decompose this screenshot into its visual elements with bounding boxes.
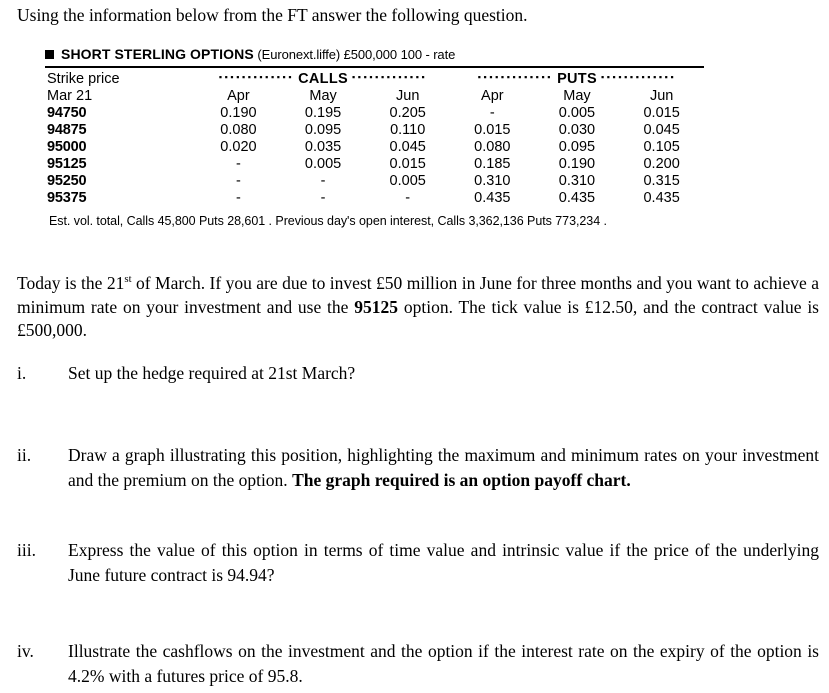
question-number: i. xyxy=(17,363,27,383)
cell-puts-may: 0.190 xyxy=(558,156,596,172)
column-header-puts-may: May xyxy=(563,88,591,104)
question-text: Illustrate the cashflows on the investment and the option if the interest rate on the expiry of the option is 4.2% with a futures price of 95.8. xyxy=(68,641,819,686)
cell-puts-apr: 0.185 xyxy=(474,156,511,172)
cell-puts-jun: 0.200 xyxy=(643,156,680,172)
cell-calls-apr: 0.190 xyxy=(220,105,257,121)
table-row xyxy=(45,173,704,190)
table-row xyxy=(45,190,704,207)
cell-puts-jun: 0.105 xyxy=(643,139,680,155)
question-text: Set up the hedge required at 21st March? xyxy=(68,363,356,383)
column-header-calls-jun: Jun xyxy=(396,88,420,104)
column-header-puts-jun: Jun xyxy=(649,88,674,104)
paragraph-part1: Today is the 21 xyxy=(17,273,125,293)
strike-value: 94750 xyxy=(47,105,87,121)
cell-calls-apr: - xyxy=(236,173,241,189)
cell-calls-jun: 0.045 xyxy=(389,139,426,155)
table-row xyxy=(45,139,704,156)
cell-puts-apr: - xyxy=(489,105,495,121)
cell-calls-apr: - xyxy=(236,190,241,206)
leader-dots-right-calls: ▪▪▪▪▪▪▪▪▪▪▪▪▪ xyxy=(352,72,428,82)
question-number: iii. xyxy=(17,540,36,560)
question-item-iv xyxy=(17,639,819,689)
strike-price-label: Strike price xyxy=(47,71,120,87)
cell-calls-apr: 0.020 xyxy=(220,139,257,155)
paragraph-part2: of March. If you are due to invest £50 million in June for three months and you want to achieve a minimum rate on your investment and use the xyxy=(17,273,819,317)
cell-calls-may: - xyxy=(320,190,326,206)
question-text-body: Draw a graph illustrating this position, highlighting the maximum and minimum rates on your investment and the premium on the option. xyxy=(68,445,819,490)
month-header-row xyxy=(45,88,704,105)
strike-value: 95000 xyxy=(47,139,87,155)
options-price-table xyxy=(45,71,704,207)
puts-label: PUTS xyxy=(557,71,597,87)
table-top-rule xyxy=(45,66,704,68)
puts-group-header xyxy=(450,71,704,88)
table-row xyxy=(45,156,704,173)
question-item-ii xyxy=(17,443,819,493)
question-number: ii. xyxy=(17,445,32,465)
leader-dots-left-puts: ▪▪▪▪▪▪▪▪▪▪▪▪▪ xyxy=(477,72,554,82)
question-item-iii xyxy=(17,538,819,588)
cell-calls-may: 0.195 xyxy=(304,105,342,121)
ordinal-superscript: st xyxy=(124,273,132,286)
question-text-emphasis: The graph required is an option payoff chart. xyxy=(292,470,631,490)
table-footnote: Est. vol. total, Calls 45,800 Puts 28,601 . Previous day's open interest, Calls 3,362,136 Puts 773,234 . xyxy=(49,214,607,228)
scenario-paragraph xyxy=(17,272,819,343)
cell-puts-may: 0.095 xyxy=(558,139,596,155)
cell-calls-jun: 0.205 xyxy=(389,105,426,121)
cell-puts-apr: 0.080 xyxy=(474,139,511,155)
leader-dots-right-puts: ▪▪▪▪▪▪▪▪▪▪▪▪▪ xyxy=(600,72,677,82)
cell-calls-jun: 0.110 xyxy=(390,122,426,138)
strike-value: 95375 xyxy=(47,190,87,206)
calls-label: CALLS xyxy=(298,71,348,87)
column-header-puts-apr: Apr xyxy=(481,88,504,104)
cell-puts-jun: 0.015 xyxy=(643,105,680,121)
cell-calls-jun: 0.005 xyxy=(389,173,426,189)
ft-table-title xyxy=(45,46,705,63)
question-item-i xyxy=(17,361,819,386)
ft-table-title-sub: (Euronext.liffe) £500,000 100 - rate xyxy=(257,47,456,62)
group-header-row xyxy=(45,71,704,88)
cell-calls-apr: - xyxy=(236,156,241,172)
paragraph-part3: option. The tick value is £12.50, and the contract value is £500,000. xyxy=(17,296,819,340)
cell-puts-apr: 0.015 xyxy=(474,122,511,138)
strike-value: 95250 xyxy=(47,173,87,189)
cell-puts-jun: 0.435 xyxy=(643,190,680,206)
cell-puts-may: 0.435 xyxy=(558,190,596,206)
table-row xyxy=(45,122,704,139)
cell-puts-apr: 0.310 xyxy=(474,173,511,189)
column-header-calls-apr: Apr xyxy=(227,88,250,104)
leader-dots-left-calls: ▪▪▪▪▪▪▪▪▪▪▪▪▪ xyxy=(218,72,295,82)
cell-calls-may: 0.095 xyxy=(304,122,342,138)
ft-table-title-name: SHORT STERLING OPTIONS xyxy=(61,46,254,62)
question-text: Express the value of this option in terms of time value and intrinsic value if the price of the underlying June future contract is 94.94? xyxy=(68,540,819,585)
cell-puts-may: 0.310 xyxy=(558,173,596,189)
cell-puts-apr: 0.435 xyxy=(474,190,511,206)
cell-calls-may: - xyxy=(320,173,326,189)
ft-options-table xyxy=(45,46,705,229)
cell-puts-may: 0.005 xyxy=(558,105,596,121)
cell-puts-jun: 0.045 xyxy=(643,122,680,138)
strike-value: 95125 xyxy=(47,156,87,172)
cell-calls-jun: - xyxy=(405,190,411,206)
strike-reference: 95125 xyxy=(354,296,399,317)
strike-value: 94875 xyxy=(47,122,87,138)
cell-calls-may: 0.005 xyxy=(304,156,342,172)
cell-calls-jun: 0.015 xyxy=(389,156,426,172)
cell-calls-may: 0.035 xyxy=(304,139,342,155)
question-number: iv. xyxy=(17,641,34,661)
cell-puts-may: 0.030 xyxy=(558,122,596,138)
column-header-calls-may: May xyxy=(309,88,337,104)
cell-puts-jun: 0.315 xyxy=(643,173,680,189)
table-row xyxy=(45,105,704,122)
intro-text: Using the information below from the FT answer the following question. xyxy=(17,5,528,25)
question-text xyxy=(68,443,819,493)
black-square-bullet-icon xyxy=(45,50,54,59)
expiry-month-label: Mar 21 xyxy=(47,88,93,104)
cell-calls-apr: 0.080 xyxy=(220,122,257,138)
calls-group-header xyxy=(196,71,450,88)
